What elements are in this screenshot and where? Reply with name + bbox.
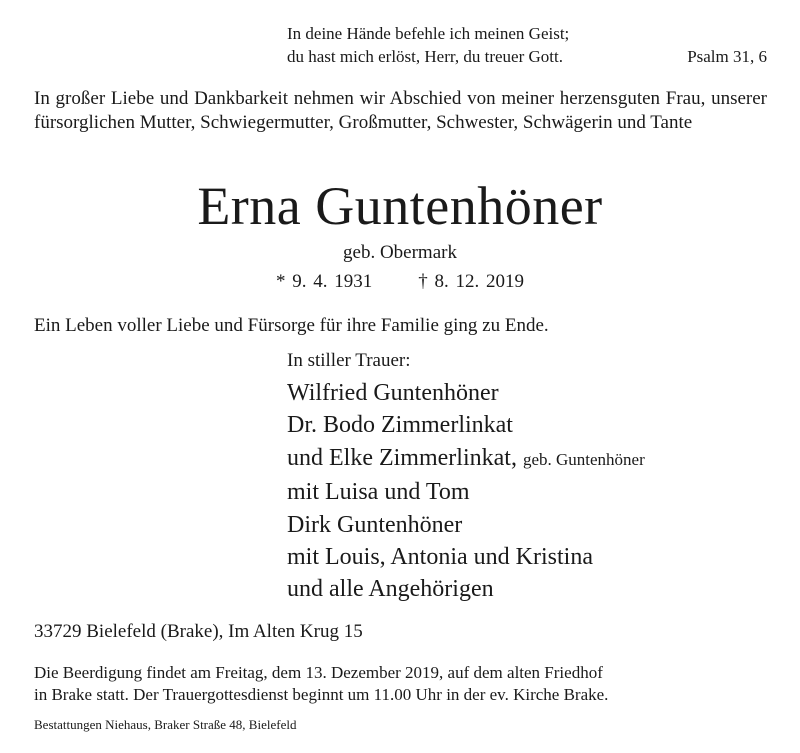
funeral-info	[34, 662, 769, 706]
mourner-row	[287, 409, 777, 441]
intro-text: In großer Liebe und Dankbarkeit nehmen wir Abschied von meiner herzensguten Frau, unserer fürsorglichen Mutter, Schwiegermutter, Großmutter, Schwester, Schwägerin und Tante	[34, 88, 767, 133]
mourner-row	[287, 476, 777, 508]
family-address: 33729 Bielefeld (Brake), Im Alten Krug 15	[34, 621, 363, 642]
mourner-name: mit Louis, Antonia und Kristina	[287, 544, 593, 571]
mourner-row	[287, 442, 777, 476]
mourner-name: Dr. Bodo Zimmerlinkat	[287, 412, 513, 439]
mourners-label: In stiller Trauer:	[287, 350, 411, 371]
life-dates	[0, 270, 800, 294]
maiden-name: geb. Obermark	[343, 242, 457, 263]
mourner-name: Wilfried Guntenhöner	[287, 380, 499, 406]
mourners-block	[287, 349, 777, 606]
verse-line-1: In deine Hände befehle ich meinen Geist;	[287, 24, 570, 43]
mourner-row	[287, 377, 777, 409]
deceased-name: Erna Guntenhöner	[197, 176, 603, 236]
undertaker-info: Bestattungen Niehaus, Braker Straße 48, Bielefeld	[34, 717, 297, 732]
birth-date: * 9. 4. 1931	[276, 271, 373, 292]
mourner-row	[287, 573, 777, 605]
verse-reference: Psalm 31, 6	[687, 47, 767, 66]
mourner-row	[287, 541, 777, 573]
verse-line-2: du hast mich erlöst, Herr, du treuer Gott.	[287, 47, 563, 66]
mourner-name: und alle Angehörigen	[287, 576, 494, 603]
mourner-name: und Elke Zimmerlinkat,	[287, 444, 517, 471]
funeral-line-1: Die Beerdigung findet am Freitag, dem 13. Dezember 2019, auf dem alten Friedhof	[34, 663, 603, 682]
mourner-name: Dirk Guntenhöner	[287, 511, 463, 538]
life-text: Ein Leben voller Liebe und Fürsorge für ihre Familie ging zu Ende.	[34, 315, 549, 336]
mourner-name: mit Luisa und Tom	[287, 479, 470, 506]
bible-verse	[287, 22, 767, 68]
death-date: † 8. 12. 2019	[418, 271, 524, 292]
mourner-note: geb. Guntenhöner	[522, 449, 645, 469]
mourner-row	[287, 509, 777, 541]
funeral-line-2: in Brake statt. Der Trauergottesdienst beginnt um 11.00 Uhr in der ev. Kirche Brake.	[34, 685, 609, 704]
